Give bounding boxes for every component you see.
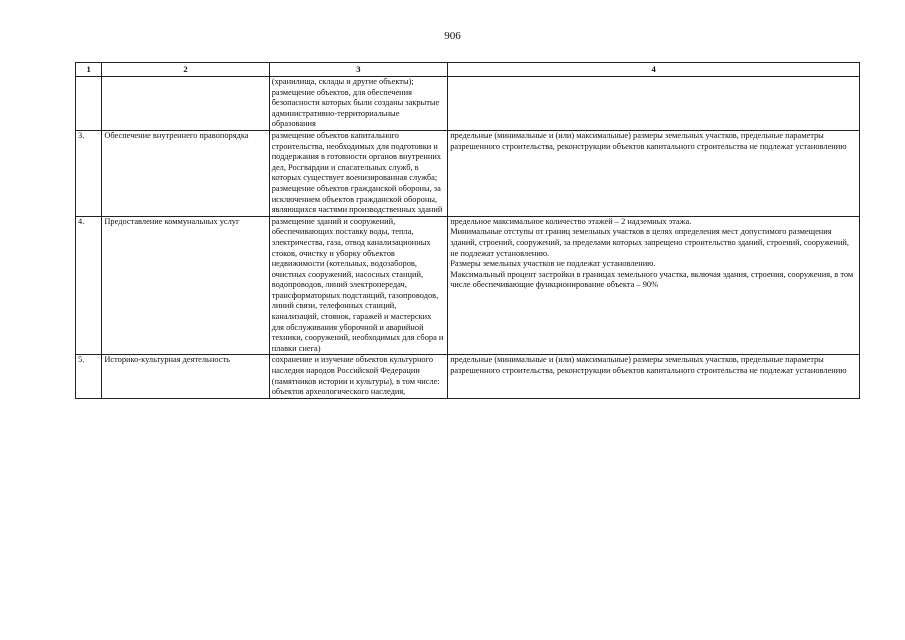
column-header-3: 3	[269, 63, 448, 77]
parameter-paragraph: предельные (минимальные и (или) максимальные) размеры земельных участков, предельные параметры разрешенного строительства, реконструкции объектов капитального строительства не подлежат установлению	[450, 355, 847, 376]
description-cell	[269, 77, 448, 131]
parameters-cell	[448, 216, 860, 355]
row-number-cell: 3.	[76, 130, 102, 216]
parameters-cell	[448, 130, 860, 216]
use-name-cell: Обеспечение внутреннего правопорядка	[102, 130, 269, 216]
row-number-cell	[76, 77, 102, 131]
description-paragraph: размещение зданий и сооружений, обеспечивающих поставку воды, тепла, электричества, газа, отвод канализационных стоков, очистку и уборку объектов недвижимости (котельных, водозаборов, очистных сооружений, насосных станций, водопроводов, линий электропередач, трансформаторных подстанций, газопроводов, линий связи, телефонных станций, канализаций, стоянок, гаражей и мастерских для обслуживания уборочной и аварийной техники, сооружений, необходимых для сбора и плавки снега)	[271, 216, 444, 353]
use-name-cell	[102, 77, 269, 131]
parameters-cell	[448, 77, 860, 131]
description-cell	[269, 355, 448, 398]
column-header-1: 1	[76, 63, 102, 77]
use-name-cell: Историко-культурная деятельность	[102, 355, 269, 398]
description-paragraph: (хранилища, склады и другие объекты);	[271, 77, 414, 86]
description-paragraph: сохранение и изучение объектов культурного наследия народов Российской Федерации (памятников истории и культуры), в том числе: объектов археологического наследия,	[271, 355, 440, 397]
table-body	[76, 77, 860, 399]
table-header-row	[76, 63, 860, 77]
table-row	[76, 216, 860, 355]
description-cell	[269, 130, 448, 216]
parameter-paragraph: Минимальные отступы от границ земельных участков в целях определения мест допустимого размещения зданий, строений, сооружений, за пределами которых запрещено строительство зданий, строений, сооружений, не подлежат установлению.	[450, 227, 850, 258]
table-row	[76, 355, 860, 398]
regulations-table	[75, 62, 860, 399]
description-cell	[269, 216, 448, 355]
parameter-paragraph: предельное максимальное количество этажей – 2 надземных этажа.	[450, 216, 692, 226]
description-paragraph: размещение объектов, для обеспечения безопасности которых были созданы закрытые административно-территориальные образования	[271, 87, 440, 129]
column-header-2: 2	[102, 63, 269, 77]
parameters-cell	[448, 355, 860, 398]
row-number-cell: 4.	[76, 216, 102, 355]
page-number: 906	[444, 30, 461, 42]
use-name-cell: Предоставление коммунальных услуг	[102, 216, 269, 355]
table-row	[76, 77, 860, 131]
table-row	[76, 130, 860, 216]
description-paragraph: размещение объектов капитального строительства, необходимых для подготовки и поддержания в готовности органов внутренних дел, Росгвардии и спасательных служб, в которых существует военизированная служба;	[271, 130, 442, 183]
description-paragraph: размещение объектов гражданской обороны, за исключением объектов гражданской обороны, являющихся частями производственных зданий	[271, 183, 443, 215]
column-header-4: 4	[448, 63, 860, 77]
row-number-cell: 5.	[76, 355, 102, 398]
parameter-paragraph: предельные (минимальные и (или) максимальные) размеры земельных участков, предельные параметры разрешенного строительства, реконструкции объектов капитального строительства не подлежат установлению	[450, 130, 847, 151]
parameter-paragraph: Максимальный процент застройки в границах земельного участка, включая здания, строения, сооружения, в том числе обеспечивающие функционирование объекта – 90%	[450, 269, 854, 290]
parameter-paragraph: Размеры земельных участков не подлежат установлению.	[450, 259, 656, 269]
